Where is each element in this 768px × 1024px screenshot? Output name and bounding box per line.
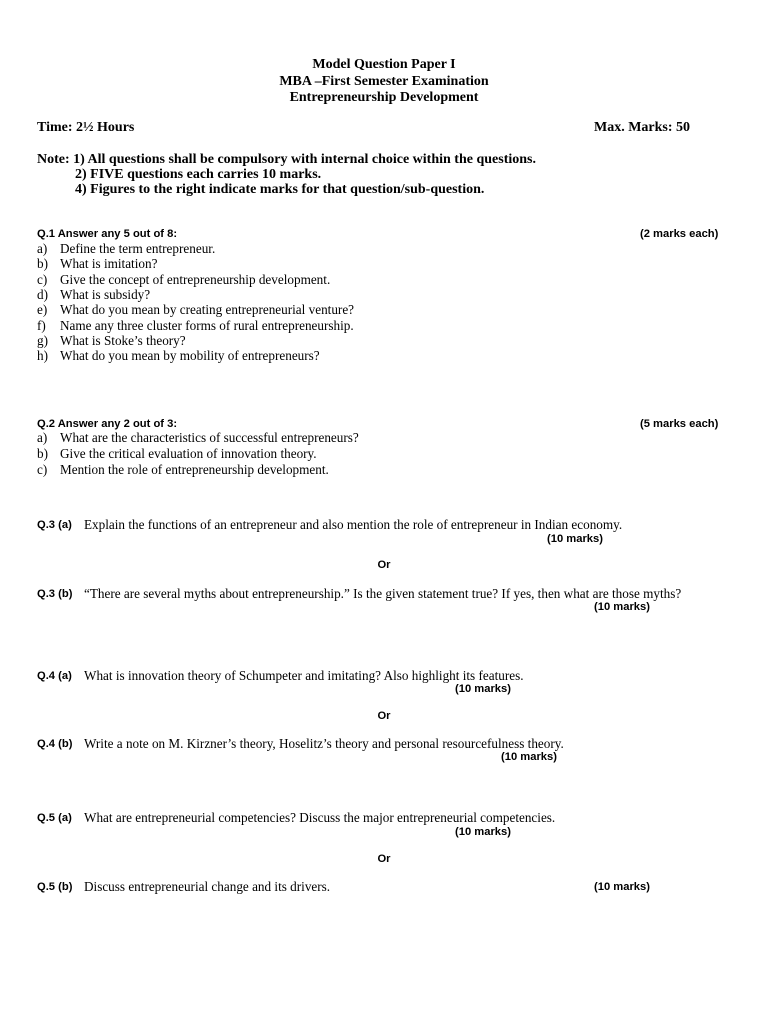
or-separator: Or (377, 853, 391, 865)
q1-item-label: f) (37, 318, 46, 333)
q1-item-text: Define the term entrepreneur. (60, 241, 216, 256)
q1-item-text: What is imitation? (60, 256, 158, 271)
q1-item-label: h) (37, 348, 48, 363)
note-line-1: Note: 1) All questions shall be compulsory with internal choice within the questions. (37, 152, 536, 167)
q1-item-label: c) (37, 272, 48, 287)
q5b-label: Q.5 (b) (37, 881, 73, 893)
q5b-text: Discuss entrepreneurial change and its drivers. (84, 879, 331, 894)
or-separator: Or (377, 559, 391, 571)
q2-item-text: Mention the role of entrepreneurship development. (60, 462, 329, 477)
q2-item-label: c) (37, 462, 48, 477)
q5b-marks: (10 marks) (594, 881, 650, 893)
q3b-label: Q.3 (b) (37, 588, 73, 600)
q1-item-label: g) (37, 333, 48, 348)
q2-marks: (5 marks each) (640, 418, 719, 430)
q1-title: Q.1 Answer any 5 out of 8: (37, 228, 178, 240)
q2-item-label: a) (37, 430, 48, 445)
subject-title: Entrepreneurship Development (289, 90, 479, 105)
q1-item-text: Name any three cluster forms of rural entrepreneurship. (60, 318, 354, 333)
q1-marks: (2 marks each) (640, 228, 719, 240)
q4b-text: Write a note on M. Kirzner’s theory, Hoselitz’s theory and personal resourcefulness theory. (84, 736, 564, 751)
q2-title: Q.2 Answer any 2 out of 3: (37, 418, 178, 430)
q4a-label: Q.4 (a) (37, 670, 72, 682)
q3b-text: “There are several myths about entrepreneurship.” Is the given statement true? If yes, then what are those myths? (84, 586, 682, 601)
q4a-text: What is innovation theory of Schumpeter and imitating? Also highlight its features. (84, 668, 524, 683)
q3a-marks: (10 marks) (547, 533, 603, 545)
q1-item-label: a) (37, 241, 48, 256)
q1-item-text: What is subsidy? (60, 287, 151, 302)
q4b-marks: (10 marks) (501, 751, 557, 763)
note-line-3: 4) Figures to the right indicate marks for that question/sub-question. (75, 182, 485, 197)
q4b-label: Q.4 (b) (37, 738, 73, 750)
q1-item-label: d) (37, 287, 48, 302)
q5a-text: What are entrepreneurial competencies? Discuss the major entrepreneurial competencies. (84, 810, 556, 825)
q1-item-text: What do you mean by creating entrepreneurial venture? (60, 302, 355, 317)
q3a-text: Explain the functions of an entrepreneur and also mention the role of entrepreneur in Indian economy. (84, 517, 623, 532)
q1-item-text: What do you mean by mobility of entrepreneurs? (60, 348, 320, 363)
q5a-marks: (10 marks) (455, 826, 511, 838)
q5a-label: Q.5 (a) (37, 812, 72, 824)
q1-item-label: e) (37, 302, 48, 317)
time-allowed: Time: 2½ Hours (37, 120, 135, 135)
note-line-2: 2) FIVE questions each carries 10 marks. (75, 167, 322, 182)
q1-item-text: Give the concept of entrepreneurship development. (60, 272, 331, 287)
q3b-marks: (10 marks) (594, 601, 650, 613)
exam-title: MBA –First Semester Examination (279, 74, 489, 89)
q1-item-text: What is Stoke’s theory? (60, 333, 186, 348)
q2-item-text: Give the critical evaluation of innovation theory. (60, 446, 317, 461)
q2-item-text: What are the characteristics of successful entrepreneurs? (60, 430, 359, 445)
q1-item-label: b) (37, 256, 48, 271)
q4a-marks: (10 marks) (455, 683, 511, 695)
or-separator: Or (377, 710, 391, 722)
paper-title: Model Question Paper I (312, 57, 456, 72)
q2-item-label: b) (37, 446, 48, 461)
max-marks: Max. Marks: 50 (594, 120, 691, 135)
q3a-label: Q.3 (a) (37, 519, 72, 531)
